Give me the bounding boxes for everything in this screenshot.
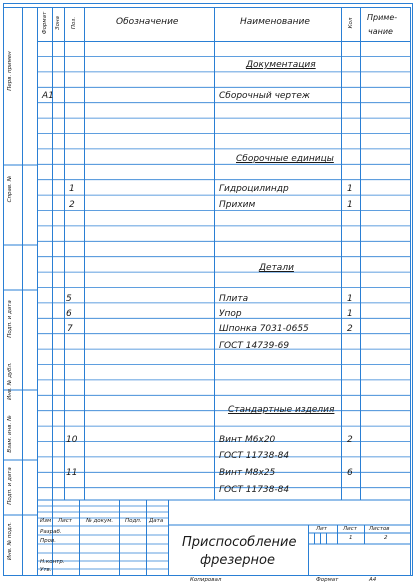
tb-izm: Изм (40, 518, 52, 524)
row6-pos: 6 (66, 309, 72, 319)
row11-qty: 6 (347, 468, 353, 478)
header-zone: Зона (55, 16, 61, 30)
row2-qty: 1 (347, 200, 353, 210)
row1-qty: 1 (347, 184, 353, 194)
row1-name: Гидроцилиндр (219, 184, 289, 194)
tb-norm-control: Н.контр. (40, 559, 65, 565)
tb-list: Лист (58, 518, 72, 524)
row10-name-line2: ГОСТ 11738-84 (219, 451, 290, 461)
header-note-line2: чание (368, 27, 393, 36)
row1-pos: 1 (69, 184, 75, 194)
row6-name: Упор (219, 309, 242, 319)
section-standard: Стандартные изделия (228, 405, 335, 415)
tb-title-line2: фрезерное (200, 553, 275, 568)
footer-copied: Копировал (190, 577, 222, 583)
row2-name: Прихим (219, 200, 256, 210)
footer-format-value: А4 (369, 577, 377, 583)
row11-name: Винт М8х25 (219, 468, 276, 478)
row7-name-line2: ГОСТ 14739-69 (219, 341, 290, 351)
tb-developed: Разраб. (40, 529, 62, 535)
tb-checked: Пров. (40, 538, 56, 544)
side-ref-no: Справ. № (7, 175, 13, 203)
side-replaces-inv: Взам. инв. № (7, 415, 13, 453)
header-pos: Поз. (71, 16, 77, 30)
side-inv-orig: Инв. № подл. (7, 522, 13, 560)
row6-qty: 1 (347, 309, 353, 319)
tb-title-line1: Приспособление (182, 535, 297, 550)
tb-date: Дата (149, 518, 164, 524)
header-note-line1: Приме- (367, 13, 398, 22)
header-format: Формат (42, 11, 48, 35)
footer-format-label: Формат (316, 577, 339, 583)
row7-name: Шпонка 7031-0655 (219, 324, 309, 334)
row10-qty: 2 (347, 435, 353, 445)
tb-sheets-value: 2 (384, 535, 388, 541)
side-sign-date-2: Подп. и дата (7, 467, 13, 505)
row10-name: Винт М6х20 (219, 435, 276, 445)
section-parts: Детали (259, 263, 294, 273)
tb-lit: Лит (316, 526, 327, 532)
side-inv-dup: Инв. № дубл. (7, 362, 13, 400)
side-sign-date-1: Подп. и дата (7, 300, 13, 338)
row2-pos: 2 (69, 200, 75, 210)
row7-pos: 7 (67, 324, 73, 334)
row5-qty: 1 (347, 294, 353, 304)
section-assemblies: Сборочные единицы (236, 154, 334, 164)
row5-name: Плита (219, 294, 249, 304)
section-documentation: Документация (246, 60, 316, 70)
header-designation: Обозначение (116, 17, 179, 27)
tb-sign: Подп. (125, 518, 142, 524)
row11-name-line2: ГОСТ 11738-84 (219, 485, 290, 495)
row5-pos: 5 (66, 294, 72, 304)
header-name: Наименование (240, 17, 310, 27)
doc-format: A1 (42, 91, 54, 101)
tb-approved: Утв. (40, 567, 52, 573)
doc-name: Сборочный чертеж (219, 91, 311, 101)
row11-pos: 11 (66, 468, 78, 478)
row7-qty: 2 (347, 324, 353, 334)
row10-pos: 10 (66, 435, 78, 445)
header-qty: Кол (348, 17, 354, 29)
tb-sheet-value: 1 (349, 535, 353, 541)
side-first-use: Перв. примен (7, 51, 13, 91)
tb-doc-no: № докум. (86, 518, 114, 524)
tb-sheet: Лист (343, 526, 357, 532)
tb-sheets: Листов (369, 526, 390, 532)
